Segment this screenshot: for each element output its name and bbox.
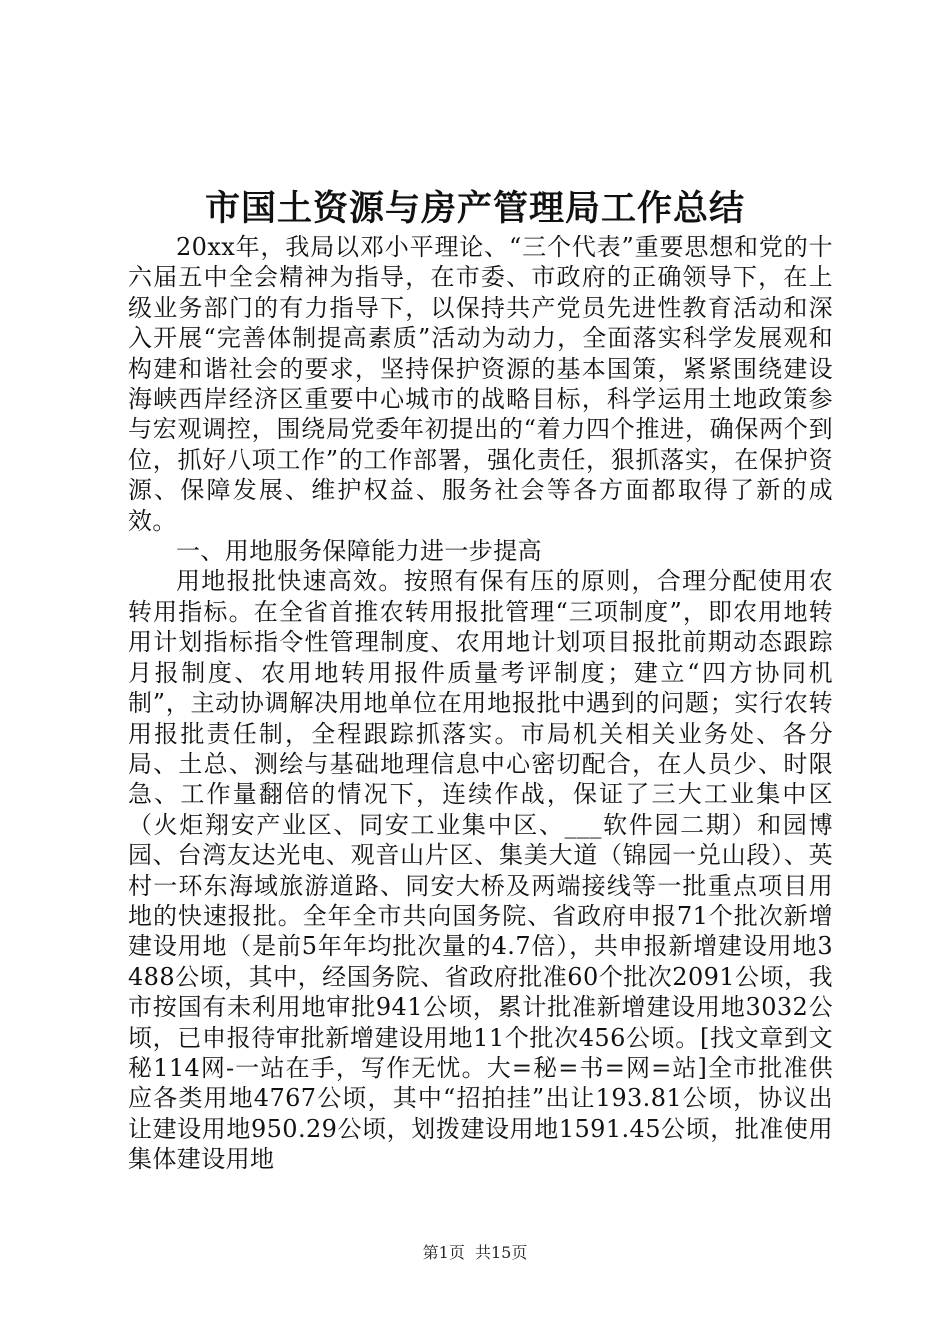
page-footer xyxy=(0,1242,950,1264)
page-number: 第1页 共15页 xyxy=(422,1243,528,1262)
section-heading-1: 一、用地服务保障能力进一步提高 xyxy=(176,537,542,566)
paragraph-intro: 20xx年，我局以邓小平理论、“三个代表”重要思想和党的十六届五中全会精神为指导，在市委、市政府的正确领导下，在上级业务部门的有力指导下，以保持共产党员先进性教育活动和深入开展“完善体制提高素质”活动为动力，全面落实科学发展观和构建和谐社会的要求，坚持保护资源的基本国策，紧紧围绕建设海峡西岸经济区重要中心城市的战略目标，科学运用土地政策参与宏观调控，围绕局党委年初提出的“着力四个推进，确保两个到位，抓好八项工作”的工作部署，强化责任，狠抓落实，在保护资源、保障发展、维护权益、服务社会等各方面都取得了新的成效。 xyxy=(128,233,833,535)
document-body xyxy=(128,232,833,1175)
document-title: 市国土资源与房产管理局工作总结 xyxy=(204,188,745,229)
paragraph-land-approval: 用地报批快速高效。按照有保有压的原则，合理分配使用农转用指标。在全省首推农转用报批管理“三项制度”，即农用地转用计划指标指令性管理制度、农用地计划项目报批前期动态跟踪月报制度、农用地转用报件质量考评制度；建立“四方协同机制”，主动协调解决用地单位在用地报批中遇到的问题；实行农转用报批责任制，全程跟踪抓落实。市局机关相关业务处、各分局、土总、测绘与基础地理信息中心密切配合，在人员少、时限急、工作量翻倍的情况下，连续作战，保证了三大工业集中区（火炬翔安产业区、同安工业集中区、___软件园二期）和园博园、台湾友达光电、观音山片区、集美大道（锦园一兑山段）、英村一环东海域旅游道路、同安大桥及两端接线等一批重点项目用地的快速报批。全年全市共向国务院、省政府申报71个批次新增建设用地（是前5年年均批次量的4.7倍），共申报新增建设用地3488公顷，其中，经国务院、省政府批准60个批次2091公顷，我市按国有未利用地审批941公顷，累计批准新增建设用地3032公顷，已申报待审批新增建设用地11个批次456公顷。[找文章到文秘114网-一站在手，写作无忧。大=秘=书=网=站]全市批准供应各类用地4767公顷，其中“招拍挂”出让193.81公顷，协议出让建设用地950.29公顷，划拨建设用地1591.45公顷，批准使用集体建设用地 xyxy=(128,567,833,1174)
